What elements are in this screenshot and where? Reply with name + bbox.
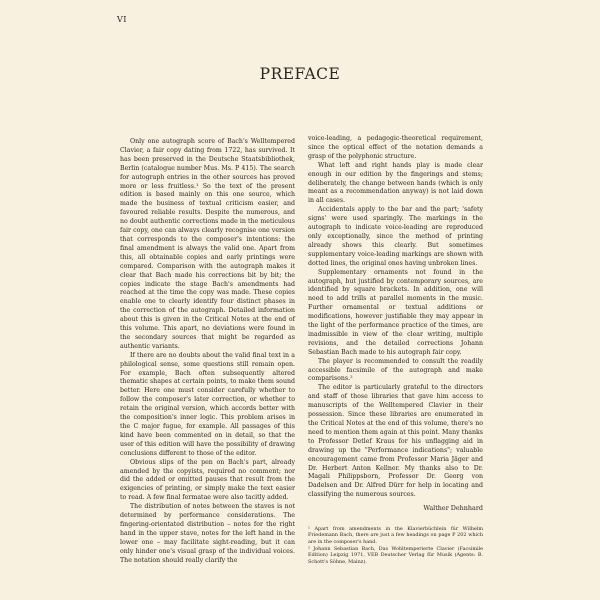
footnotes (308, 526, 483, 565)
page-number: VI (117, 15, 127, 24)
author-signature: Walther Dehnhard (423, 504, 483, 513)
paragraph: The distribution of notes between the staves is not determined by performance considerations. The fingering-orientated distribution – notes for the right hand in the upper stave, notes for the left hand in the lower one – may facilitate sight-reading, but it can only hinder one's visual grasp of the individual voices. The notation should really clarify the (120, 503, 295, 564)
page-title: PREFACE (259, 65, 341, 84)
paragraph: Only one autograph score of Bach's Welltempered Clavier, a fair copy dating from 1722, has survived. It has been preserved in the Deutsche Staatsbibliothek, Berlin (catalogue number Mus. Ms. P 415). The search for autograph entries in the other sources has proved more or less fruitless.¹ So the text of the present edition is based mainly on this one source, which made the business of textual criticism easier, and favoured reliable results. Despite the numerous, and no doubt authentic corrections made in the meticulous fair copy, one can always clearly recognise one version that corresponds to the composer's intentions: the final amendment is always the valid one. Apart from this, all obtainable copies and early printings were compared. Comparison with the autograph makes it clear that Bach made his corrections bit by bit; the copies indicate the stage Bach's amendments had reached at the time the copy was made. These copies enable one to clearly identify four distinct phases in the correction of the autograph. Detailed information about this is given in the Critical Notes at the end of this volume. This apart, no deviations were found in the secondary sources that might be regarded as authentic variants. (120, 138, 295, 350)
paragraph: If there are no doubts about the valid final text in a philological sense, some questions still remain open. For example, Bach often subsequently altered thematic shapes at certain points, to make them sound better. Here one must consider carefully whether to follow the composer's later correction, or whether to retain the original version, which accords better with the composition's inner logic. This problem arises in the C major fugue, for example. All passages of this kind have been commented on in detail, so that the user of this edition will have the possibility of drawing conclusions different to those of the editor. (120, 351, 295, 457)
paragraph: Supplementary ornaments not found in the autograph, but justified by contemporary sources, are identified by square brackets. In addition, one will need to add trills at parallel moments in the music. Further ornamental or textual additions or modifications, however justifiable they may appear in the light of the performance practice of the times, are inadmissible in view of the clear writing, multiple revisions, and the detailed corrections Johann Sebastian Bach made to his autograph fair copy. (308, 268, 483, 356)
left-column (120, 138, 295, 566)
paragraph: Obvious slips of the pen on Bach's part, already amended by the copyists, required no comment; nor did the added or omitted pauses that result from the exigencies of printing, or simply make the text easier to read. A few final fermatae were also tacitly added. (120, 458, 295, 502)
paragraph: What left and right hands play is made clear enough in our edition by the fingerings and stems; deliberately, the change between hands (which is only meant as a recommendation anyway) is not laid down in all cases. (308, 161, 483, 205)
paragraph: The player is recommended to consult the readily accessible facsimile of the autograph and make comparisons.² (308, 357, 483, 383)
paragraph: voice-leading, a pedagogic-theoretical requirement, since the optical effect of the notation demands a grasp of the polyphonic structure. (308, 135, 483, 160)
footnote: ² Johann Sebastian Bach, Das Wohltemperierte Clavier (Facsimile Edition) Leipzig 1971, VEB Deutscher Verlag für Musik (Agents: B. Schott's Söhne, Mainz). (308, 545, 483, 565)
paragraph: The editor is particularly grateful to the directors and staff of those libraries that gave him access to manuscripts of the Welltempered Clavier in their possession. Since these libraries are enumerated in the Critical Notes at the end of this volume, there's no need to mention them again at this point. Many thanks to Professor Detlef Kraus for his unflagging aid in drawing up the "Performance indications"; valuable encouragement came from Professor Maria Jäger and Dr. Herbert Anton Kellner. My thanks also to Dr. Magali Philippsborn, Professor Dr. Georg von Dadelsen and Dr. Alfred Dürr for help in locating and classifying the numerous sources. (308, 384, 483, 499)
right-column (308, 135, 483, 566)
paragraph: Accidentals apply to the bar and the part; 'safety signs' were used sparingly. The markings in the autograph to indicate voice-leading are reproduced only exceptionally, since the method of printing already shows this clearly. But sometimes supplementary voice-leading markings are shown with dotted lines, the original ones having unbroken lines. (308, 206, 483, 267)
footnote: ¹ Apart from amendments in the Klavierbüchlein für Wilhelm Friedemann Bach, there are just a few headings on page P 202 which are in the composer's hand. (308, 526, 483, 545)
